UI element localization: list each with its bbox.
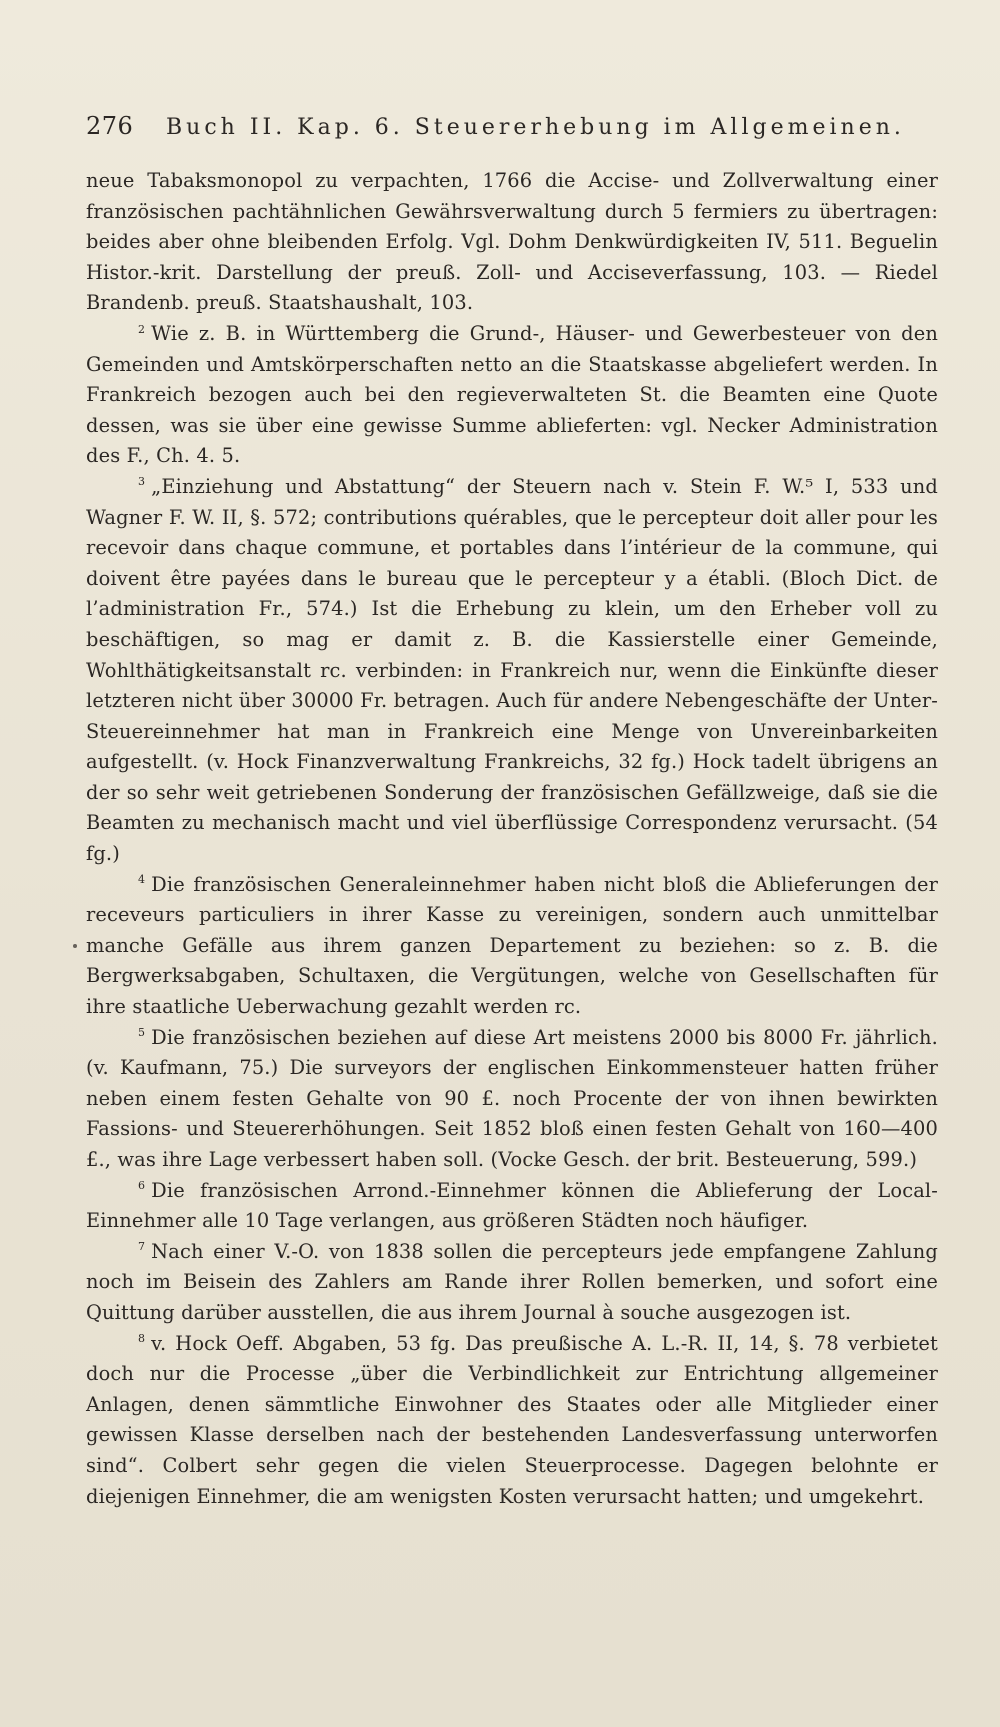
footnote-marker: 2 [138,322,146,336]
footnote-text: Nach einer V.-O. von 1838 sollen die percepteurs jede empfangene Zahlung noch im Beisein des Zahlers am Rande ihrer Rollen bemerken, und sofort eine Quittung darüber ausstellen, die aus ihrem Journal à souche ausgezogen ist. [86,1239,938,1324]
footnote-marker: 6 [138,1179,146,1193]
footnote-3 [86,472,938,870]
page-header [86,112,938,154]
footnote-8 [86,1329,938,1513]
footnote-5 [86,1023,938,1176]
margin-dot [73,944,77,948]
footnote-4 [86,870,938,1023]
page-number: 276 [86,112,134,140]
footnote-text: v. Hock Oeff. Abgaben, 53 fg. Das preußische A. L.-R. II, 14, §. 78 verbietet doch nur die Processe „über die Verbindlichkeit zur Entrichtung allgemeiner Anlagen, denen sämmtliche Einwohner des Staates oder alle Mitglieder einer gewissen Klasse derselben nach der bestehenden Landesverfassung unterworfen sind“. Colbert sehr gegen die vielen Steuerprocesse. Dagegen belohnte er diejenigen Einnehmer, die am wenigsten Kosten verursacht hatten; und umgekehrt. [86,1331,938,1508]
footnote-marker: 5 [138,1026,146,1040]
footnote-text: Die französischen beziehen auf diese Art meistens 2000 bis 8000 Fr. jährlich. (v. Kaufmann, 75.) Die surveyors der englischen Einkommensteuer hatten früher neben einem festen Gehalte von 90 £. noch Procente der von ihnen bewirkten Fassions- und Steuererhöhungen. Seit 1852 bloß einen festen Gehalt von 160—400 £., was ihre Lage verbessert haben soll. (Vocke Gesch. der brit. Besteuerung, 599.) [86,1025,938,1171]
footnote-text: neue Tabaksmonopol zu verpachten, 1766 die Accise- und Zollverwaltung einer französischen pachtähnlichen Gewährsverwaltung durch 5 fermiers zu übertragen: beides aber ohne bleibenden Erfolg. Vgl. Dohm Denkwürdigkeiten IV, 511. Beguelin Histor.-krit. Darstellung der preuß. Zoll- und Acciseverfassung, 103. — Riedel Brandenb. preuß. Staatshaushalt, 103. [86,169,938,315]
footnote-marker: 8 [138,1332,146,1346]
footnote-continuation [86,166,938,319]
footnote-text: Die französischen Generaleinnehmer haben nicht bloß die Ablieferungen der receveurs particuliers in ihrer Kasse zu vereinigen, sondern auch unmittelbar manche Gefälle aus ihrem ganzen Departement zu beziehen: so z. B. die Bergwerksabgaben, Schultaxen, die Vergütungen, welche von Gesellschaften für ihre staatliche Ueberwachung gezahlt werden rc. [86,872,938,1019]
footnote-marker: 7 [138,1240,146,1254]
footnote-6 [86,1176,938,1237]
footnote-text: Die französischen Arrond.-Einnehmer können die Ablieferung der Local-Einnehmer alle 10 Tage verlangen, aus größeren Städten noch häufiger. [86,1178,938,1233]
footnote-text: „Einziehung und Abstattung“ der Steuern nach v. Stein F. W.⁵ I, 533 und Wagner F. W. II, §. 572; contributions quérables, que le percepteur doit aller pour les recevoir dans chaque commune, et portables dans l’intérieur de la commune, qui doivent être payées dans le bureau que le percepteur y a établi. (Bloch Dict. de l’administration Fr., 574.) Ist die Erhebung zu klein, um den Erheber voll zu beschäftigen, so mag er damit z. B. die Kassierstelle einer Gemeinde, Wohlthätigkeitsanstalt rc. verbinden: in Frankreich nur, wenn die Einkünfte dieser letzteren nicht über 30000 Fr. betragen. Auch für andere Nebengeschäfte der Unter-Steuereinnehmer hat man in Frankreich eine Menge von Unvereinbarkeiten aufgestellt. (v. Hock Finanzverwaltung Frankreichs, 32 fg.) Hock tadelt übrigens an der so sehr weit getriebenen Sonderung der französischen Gefällzweige, daß sie die Beamten zu mechanisch macht und viel überflüssige Correspondenz verursacht. (54 fg.) [86,474,938,866]
footnote-2 [86,319,938,472]
running-title: Buch II. Kap. 6. Steuererhebung im Allgemeinen. [166,115,905,140]
footnote-text: Wie z. B. in Württemberg die Grund-, Häuser- und Gewerbesteuer von den Gemeinden und Amtskörperschaften netto an die Staatskasse abgeliefert werden. In Frankreich bezogen auch bei den regieverwalteten St. die Beamten eine Quote dessen, was sie über eine gewisse Summe ablieferten: vgl. Necker Administration des F., Ch. 4. 5. [86,321,938,468]
footnote-7 [86,1237,938,1329]
footnote-text-block [86,166,938,1512]
footnote-marker: 3 [138,475,146,489]
footnote-marker: 4 [138,873,146,887]
